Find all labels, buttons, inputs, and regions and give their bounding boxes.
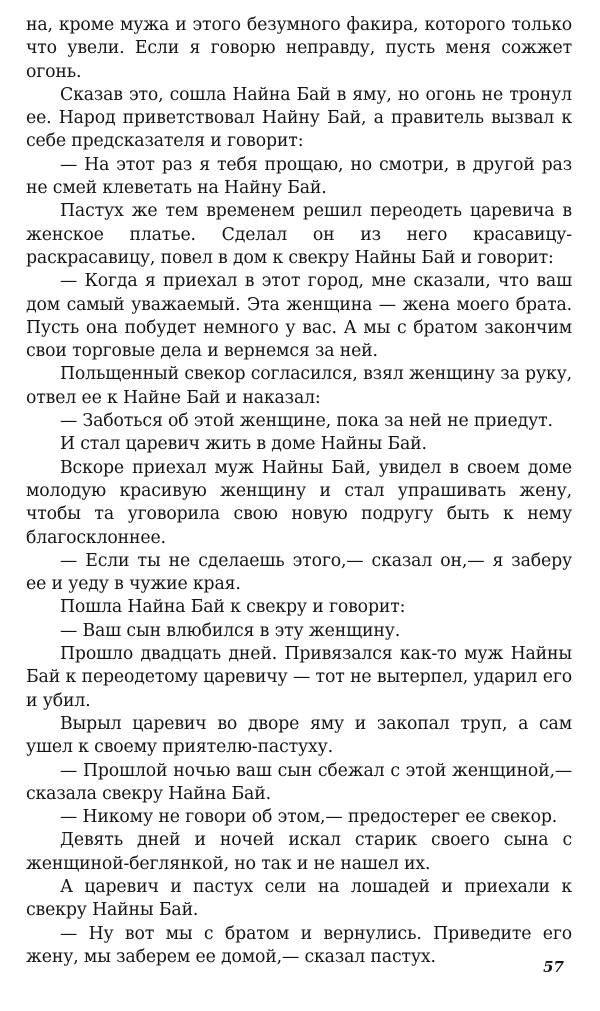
- paragraph: — На этот раз я тебя прощаю, но смотри, в другой раз не смей клеветать на Найну Бай.: [26, 154, 572, 199]
- paragraph: — Никому не говори об этом,— предостерег ее свекор.: [60, 807, 558, 828]
- page-number: 57: [543, 958, 564, 976]
- paragraph: Сказав это, сошла Найна Бай в яму, но огонь не тронул ее. Народ приветствовал Найну Бай, а правитель вызвал к себе предсказателя и говорит:: [26, 84, 572, 152]
- paragraph: — Ваш сын влюбился в эту женщину.: [60, 620, 401, 641]
- page-text: [26, 14, 572, 969]
- paragraph: И стал царевич жить в доме Найны Бай.: [60, 434, 427, 455]
- paragraph: А царевич и пастух сели на лошадей и приехали к свекру Найны Бай.: [26, 876, 572, 921]
- paragraph: Девять дней и ночей искал старик своего сына с женщиной-беглянкой, но так и не нашел их.: [26, 830, 572, 874]
- paragraph: — Заботься об этой женщине, пока за ней не приедут.: [60, 411, 553, 432]
- paragraph: Прошло двадцать дней. Привязался как-то муж Найны Бай к переодетому царевичу — тот не вытерпел, ударил его и убил.: [26, 644, 572, 711]
- paragraph: Польщенный свекор согласился, взял женщину за руку, отвел ее к Найне Бай и наказал:: [26, 364, 572, 408]
- paragraph: Вскоре приехал муж Найны Бай, увидел в своем доме молодую красивую женщину и стал упрашивать жену, чтобы та уговорила свою новую подругу быть к нему благосклоннее.: [26, 457, 572, 548]
- paragraph: — Прошлой ночью ваш сын сбежал с этой женщиной,— сказала свекру Найна Бай.: [26, 760, 572, 804]
- paragraph: — Если ты не сделаешь этого,— сказал он,— я заберу ее и уеду в чужие края.: [26, 550, 572, 595]
- paragraph: — Когда я приехал в этот город, мне сказали, что ваш дом самый уважаемый. Эта женщина — жена моего брата. Пусть она побудет немного у вас. А мы с братом закончим свои торговые дела и вернемся за ней.: [26, 271, 572, 362]
- paragraph: Вырыл царевич во дворе яму и закопал труп, а сам ушел к своему приятелю-пастуху.: [26, 713, 572, 758]
- paragraph: Пастух же тем временем решил переодеть царевича в женское платье. Сделал он из него красавицу-раскрасавицу, повел в дом к свекру Найны Бай и говорит:: [26, 201, 572, 268]
- paragraph: Пошла Найна Бай к свекру и говорит:: [60, 597, 406, 618]
- paragraph: на, кроме мужа и этого безумного факира, которого только что увели. Если я говорю неправду, пусть меня сожжет огонь.: [26, 15, 572, 82]
- paragraph: — Ну вот мы с братом и вернулись. Приведите его жену, мы заберем ее домой,— сказал пастух.: [26, 923, 572, 967]
